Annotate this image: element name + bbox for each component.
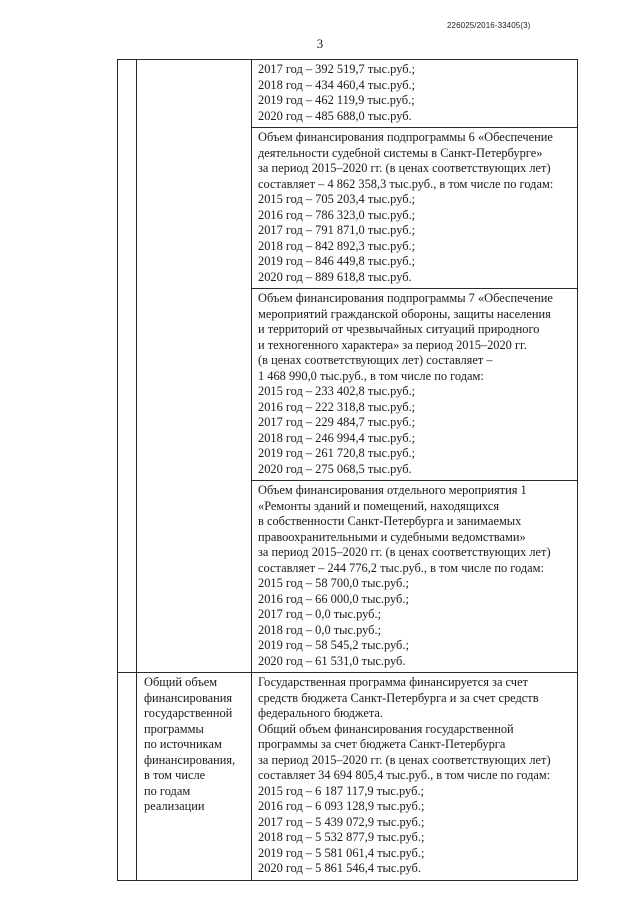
text-line: 2015 год – 58 700,0 тыс.руб.; <box>258 576 409 590</box>
text-line: Объем финансирования отдельного мероприятия 1 <box>258 483 527 497</box>
content-block <box>252 289 577 481</box>
row-label <box>137 673 251 815</box>
content-block <box>252 673 577 880</box>
text-line: Объем финансирования подпрограммы 7 «Обеспечение <box>258 291 553 305</box>
text-line: 2017 год – 791 871,0 тыс.руб.; <box>258 223 416 237</box>
text-line: 2019 год – 5 581 061,4 тыс.руб.; <box>258 845 425 860</box>
text-line: 2020 год – 485 688,0 тыс.руб. <box>258 108 412 123</box>
text-line: средств бюджета Санкт-Петербурга и за счет средств <box>258 690 539 705</box>
page-number: 3 <box>316 36 324 51</box>
text-line: в собственности Санкт-Петербурга и занимаемых <box>258 514 522 528</box>
label-cell <box>137 673 252 881</box>
label-cell <box>137 60 252 673</box>
text-line: составляет – 244 776,2 тыс.руб., в том числе по годам: <box>258 560 544 575</box>
text-line: 2018 год – 434 460,4 тыс.руб.; <box>258 77 416 92</box>
text-line: 2019 год – 58 545,2 тыс.руб.; <box>258 638 409 652</box>
text-line: 2015 год – 705 203,4 тыс.руб.; <box>258 192 416 206</box>
text-line: 2020 год – 275 068,5 тыс.руб. <box>258 461 412 476</box>
text-line: мероприятий гражданской обороны, защиты населения <box>258 306 551 321</box>
text-line: Объем финансирования подпрограммы 6 «Обеспечение <box>258 130 553 144</box>
text-line: за период 2015–2020 гг. (в ценах соответствующих лет) <box>258 161 551 175</box>
text-line: федерального бюджета. <box>258 706 383 720</box>
row-number-cell <box>118 673 137 881</box>
text-line: деятельности судебной системы в Санкт-Петербурге» <box>258 145 543 160</box>
label-line: по годам <box>144 783 191 798</box>
label-line: Общий объем <box>144 675 218 689</box>
text-line: Государственная программа финансируется за счет <box>258 675 528 689</box>
text-line: 2018 год – 5 532 877,9 тыс.руб.; <box>258 830 425 844</box>
text-line: 2019 год – 261 720,8 тыс.руб.; <box>258 446 416 460</box>
label-line: государственной <box>144 706 233 720</box>
financing-table <box>117 59 578 881</box>
text-line: составляет – 4 862 358,3 тыс.руб., в том числе по годам: <box>258 176 554 191</box>
text-line: 2020 год – 61 531,0 тыс.руб. <box>258 653 406 668</box>
content-block <box>252 481 577 672</box>
label-line: финансирования <box>144 690 233 705</box>
table-row <box>118 60 578 673</box>
text-line: 2015 год – 6 187 117,9 тыс.руб.; <box>258 783 424 798</box>
label-line: по источникам <box>144 737 222 751</box>
text-line: и техногенного характера» за период 2015–2020 гг. <box>258 337 527 352</box>
text-line: 2020 год – 889 618,8 тыс.руб. <box>258 269 412 284</box>
text-line: правоохранительными и судебными ведомствами» <box>258 529 526 544</box>
text-line: 2016 год – 786 323,0 тыс.руб.; <box>258 207 416 222</box>
row-number-cell <box>118 60 137 673</box>
text-line: 2018 год – 0,0 тыс.руб.; <box>258 622 382 637</box>
label-line: программы <box>144 721 204 736</box>
label-line: в том числе <box>144 768 206 782</box>
text-line: 2020 год – 5 861 546,4 тыс.руб. <box>258 861 421 875</box>
label-line: финансирования, <box>144 752 236 767</box>
text-line: 2017 год – 0,0 тыс.руб.; <box>258 607 382 621</box>
text-line: «Ремонты зданий и помещений, находящихся <box>258 498 500 513</box>
text-line: 2019 год – 462 119,9 тыс.руб.; <box>258 93 415 107</box>
table-row <box>118 673 578 881</box>
content-cell <box>252 60 578 673</box>
text-line: 2016 год – 222 318,8 тыс.руб.; <box>258 399 416 414</box>
content-cell <box>252 673 578 881</box>
text-line: 2017 год – 229 484,7 тыс.руб.; <box>258 415 416 429</box>
text-line: 2016 год – 6 093 128,9 тыс.руб.; <box>258 799 425 813</box>
text-line: Общий объем финансирования государственной <box>258 721 514 736</box>
text-line: 2019 год – 846 449,8 тыс.руб.; <box>258 254 416 268</box>
text-line: 2015 год – 233 402,8 тыс.руб.; <box>258 384 416 398</box>
document-number: 226025/2016-33405(3) <box>447 21 531 30</box>
text-line: за период 2015–2020 гг. (в ценах соответствующих лет) <box>258 545 551 559</box>
text-line: 2018 год – 246 994,4 тыс.руб.; <box>258 430 416 445</box>
content-block <box>252 128 577 289</box>
text-line: 2017 год – 5 439 072,9 тыс.руб.; <box>258 814 425 829</box>
text-line: программы за счет бюджета Санкт-Петербурга <box>258 737 506 751</box>
text-line: 1 468 990,0 тыс.руб., в том числе по годам: <box>258 368 484 383</box>
text-line: составляет 34 694 805,4 тыс.руб., в том числе по годам: <box>258 768 551 782</box>
text-line: (в ценах соответствующих лет) составляет – <box>258 353 493 367</box>
text-line: и территорий от чрезвычайных ситуаций природного <box>258 322 540 336</box>
text-line: 2016 год – 66 000,0 тыс.руб.; <box>258 591 409 606</box>
text-line: 2018 год – 842 892,3 тыс.руб.; <box>258 238 416 253</box>
text-line: за период 2015–2020 гг. (в ценах соответствующих лет) <box>258 752 551 767</box>
content-block <box>252 60 577 128</box>
label-line: реализации <box>144 799 205 813</box>
text-line: 2017 год – 392 519,7 тыс.руб.; <box>258 62 416 76</box>
